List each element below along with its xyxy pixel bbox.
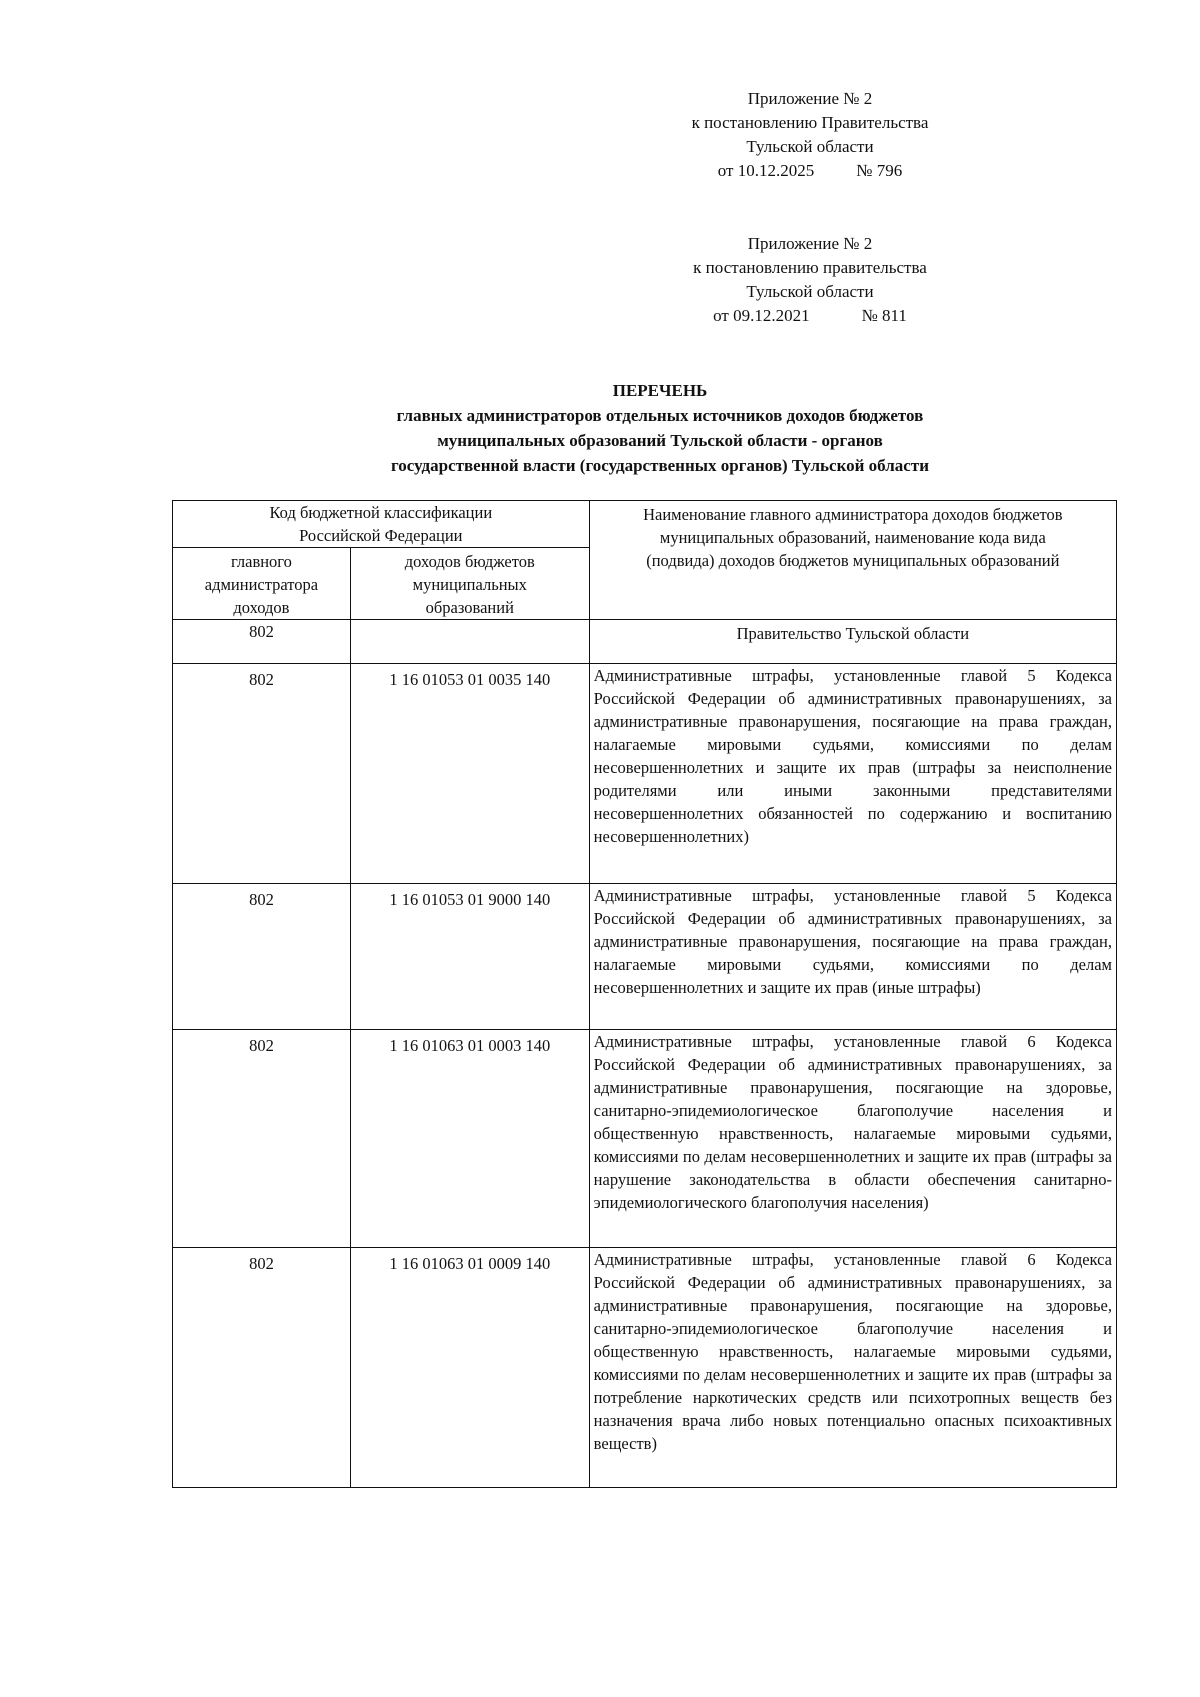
administrators-table [172, 500, 1117, 1488]
table-header-row-1 [173, 501, 1117, 548]
document-title [160, 378, 1160, 478]
header-name-column: Наименование главного администратора доходов бюджетов муниципальных образований, наименование кода вида (подвида) доходов бюджетов муниципальных образований [589, 501, 1116, 620]
decree-date: 09.12.2021 [733, 306, 810, 325]
description-cell: Административные штрафы, установленные главой 5 Кодекса Российской Федерации об административных правонарушениях, за административные правонарушения, посягающие на права граждан, налагаемые мировыми судьями, комиссиями по делам несовершеннолетних и защите их прав (иные штрафы) [589, 884, 1116, 1030]
decree-date: 10.12.2025 [737, 161, 815, 180]
decree-reference: к постановлению правительства [693, 258, 927, 277]
decree-date-line [640, 304, 980, 328]
title-line-1: главных администраторов отдельных источников доходов бюджетов [396, 406, 924, 425]
income-code-cell: 1 16 01063 01 0003 140 [350, 1030, 589, 1248]
admin-code-cell: 802 [173, 1248, 351, 1488]
income-code-cell: 1 16 01053 01 9000 140 [350, 884, 589, 1030]
title-line-3: государственной власти (государственных органов) Тульской области [391, 456, 929, 475]
date-prefix: от [713, 306, 729, 325]
admin-code-cell: 802 [173, 884, 351, 1030]
description-cell: Административные штрафы, установленные главой 5 Кодекса Российской Федерации об административных правонарушениях, за административные правонарушения, посягающие на права граждан, налагаемые мировыми судьями, комиссиями по делам несовершеннолетних и защите их прав (штрафы за неисполнение родителями или иными законными представителями несовершеннолетних обязанностей по содержанию и воспитанию несовершеннолетних) [589, 664, 1116, 884]
description-cell: Административные штрафы, установленные главой 6 Кодекса Российской Федерации об административных правонарушениях, за административные правонарушения, посягающие на здоровье, санитарно-эпидемиологическое благополучие населения и общественную нравственность, налагаемые мировыми судьями, комиссиями по делам несовершеннолетних и защите их прав (штрафы за нарушение законодательства в области обеспечения санитарно-эпидемиологического благополучия населения) [589, 1030, 1116, 1248]
decree-number: № 811 [861, 306, 907, 325]
income-code-cell: 1 16 01053 01 0035 140 [350, 664, 589, 884]
admin-code-cell: 802 [173, 1030, 351, 1248]
table-row [173, 1030, 1117, 1248]
region-name: Тульской области [746, 282, 874, 301]
appendix-label: Приложение № 2 [747, 234, 873, 253]
description-cell: Административные штрафы, установленные главой 6 Кодекса Российской Федерации об административных правонарушениях, за административные правонарушения, посягающие на здоровье, санитарно-эпидемиологическое благополучие населения и общественную нравственность, налагаемые мировыми судьями, комиссиями по делам несовершеннолетних и защите их прав (штрафы за потребление наркотических средств или психотропных веществ без назначения врача либо новых потенциально опасных психоактивных веществ) [589, 1248, 1116, 1488]
table-row [173, 664, 1117, 884]
income-code-cell: 1 16 01063 01 0009 140 [350, 1248, 589, 1488]
section-income-code [350, 620, 589, 664]
decree-reference: к постановлению Правительства [691, 113, 929, 132]
title-heading: ПЕРЕЧЕНЬ [612, 381, 708, 400]
admin-code-cell: 802 [173, 664, 351, 884]
title-line-2: муниципальных образований Тульской области - органов [437, 431, 883, 450]
table-row [173, 1248, 1117, 1488]
appendix-label: Приложение № 2 [747, 89, 873, 108]
table-section-row [173, 620, 1117, 664]
approval-block-original [640, 232, 980, 328]
decree-date-line [640, 159, 980, 183]
date-prefix: от [717, 161, 734, 180]
header-budget-classification: Код бюджетной классификации Российской Федерации [173, 501, 590, 548]
region-name: Тульской области [746, 137, 874, 156]
section-admin-code: 802 [173, 620, 351, 664]
header-income-code: доходов бюджетов муниципальных образований [350, 548, 589, 620]
header-admin-code: главного администратора доходов [173, 548, 351, 620]
section-administrator-name: Правительство Тульской области [589, 620, 1116, 664]
table-row [173, 884, 1117, 1030]
decree-number: № 796 [856, 161, 903, 180]
approval-block-current [640, 87, 980, 183]
